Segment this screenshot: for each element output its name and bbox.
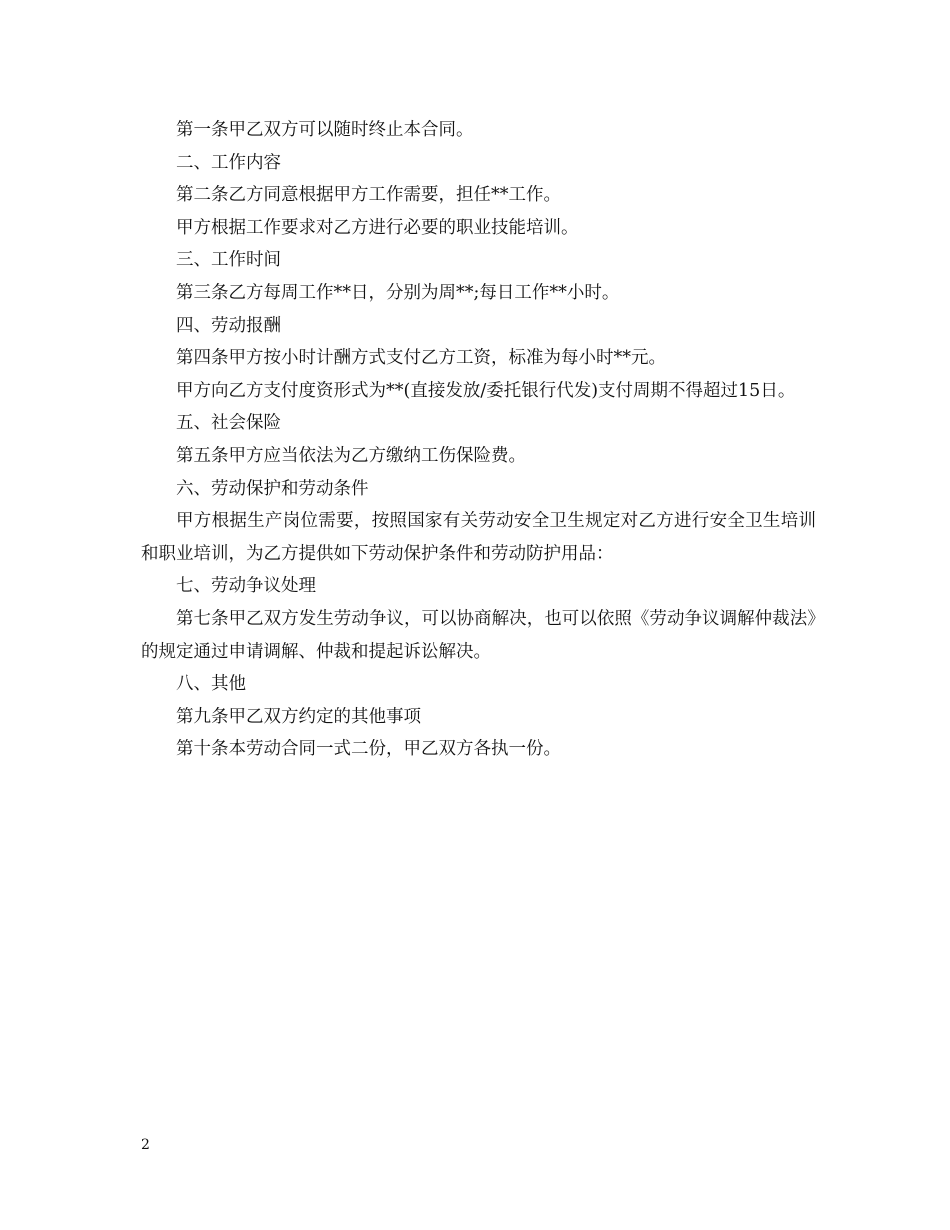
paragraph-5: 第四条甲方按小时计酬方式支付乙方工资，标准为每小时**元。 — [176, 348, 666, 369]
paragraph-6: 甲方向乙方支付度资形式为**(直接发放/委托银行代发)支付周期不得超过15日。 — [176, 380, 796, 401]
section-heading-labor-protection: 六、劳动保护和劳动条件 — [176, 478, 369, 499]
section-heading-social-insurance: 五、社会保险 — [176, 413, 281, 434]
section-heading-dispute: 七、劳动争议处理 — [176, 576, 316, 597]
section-heading-work-content: 二、工作内容 — [176, 152, 281, 173]
paragraph-1: 第一条甲乙双方可以随时终止本合同。 — [176, 120, 474, 140]
section-heading-remuneration: 四、劳动报酬 — [176, 315, 281, 336]
paragraph-10: 第九条甲乙双方约定的其他事项 — [176, 706, 421, 727]
paragraph-4: 第三条乙方每周工作**日，分别为周**;每日工作**小时。 — [176, 282, 620, 303]
section-heading-work-time: 三、工作时间 — [176, 250, 281, 271]
paragraph-11: 第十条本劳动合同一式二份，甲乙双方各执一份。 — [176, 739, 561, 760]
page-number: 2 — [141, 1137, 150, 1153]
paragraph-3: 甲方根据工作要求对乙方进行必要的职业技能培训。 — [176, 217, 579, 238]
paragraph-7: 第五条甲方应当依法为乙方缴纳工伤保险费。 — [176, 445, 526, 466]
paragraph-8: 甲方根据生产岗位需要，按照国家有关劳动安全卫生规定对乙方进行安全卫生培训和职业培训，为乙方提供如下劳动保护条件和劳动防护用品： — [141, 511, 816, 564]
section-heading-other: 八、其他 — [176, 674, 246, 695]
paragraph-2: 第二条乙方同意根据甲方工作需要，担任**工作。 — [176, 185, 561, 206]
document-body — [141, 114, 816, 766]
paragraph-9: 第七条甲乙双方发生劳动争议，可以协商解决，也可以依照《劳动争议调解仲裁法》的规定通过申请调解、仲裁和提起诉讼解决。 — [141, 608, 816, 662]
